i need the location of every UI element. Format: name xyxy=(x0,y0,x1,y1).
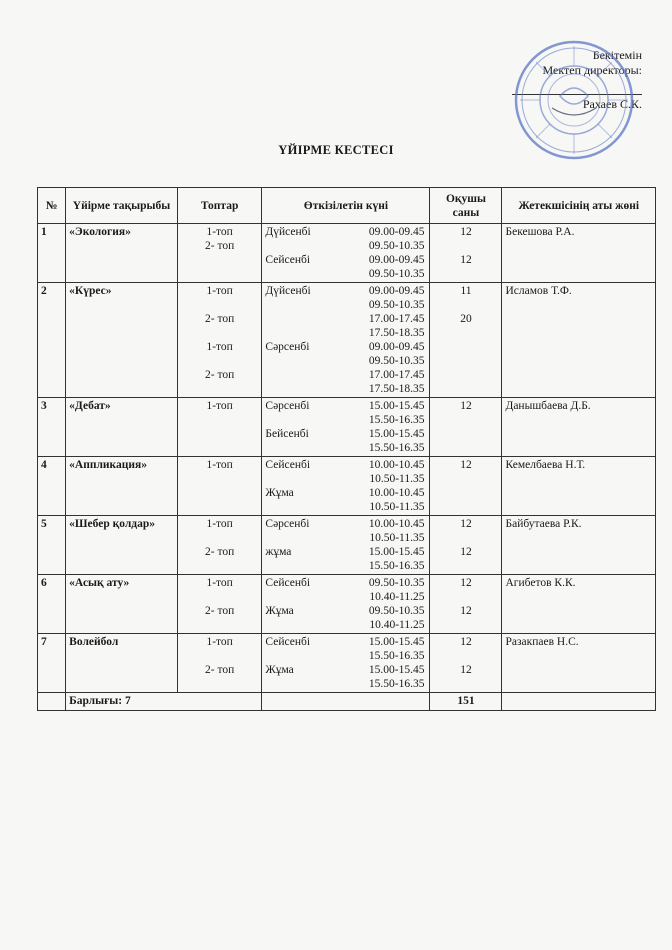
student-count xyxy=(433,590,498,604)
schedule-line xyxy=(265,663,426,677)
schedule-line xyxy=(265,267,426,281)
row-number: 6 xyxy=(38,575,66,634)
schedule-day: Сейсенбі xyxy=(265,254,311,266)
schedule-day: Сәрсенбі xyxy=(265,341,310,353)
schedule-hours: 15.00-15.45 xyxy=(368,400,425,412)
group-label xyxy=(181,253,259,267)
schedule-hours: 15.50-16.35 xyxy=(368,678,425,690)
group-label: 1-топ xyxy=(206,577,233,589)
group-label: 1-топ xyxy=(206,518,233,530)
student-count xyxy=(433,239,498,253)
schedule-day xyxy=(265,500,323,514)
row-groups xyxy=(177,457,262,516)
student-count xyxy=(433,368,498,382)
table-row xyxy=(38,398,656,457)
schedule-hours: 09.00-09.45 xyxy=(368,226,425,238)
student-count: 12 xyxy=(460,546,472,558)
row-groups xyxy=(177,634,262,693)
group-label xyxy=(181,677,259,691)
schedule-line xyxy=(265,559,426,573)
row-number: 2 xyxy=(38,283,66,398)
student-count xyxy=(433,472,498,486)
schedule-day xyxy=(265,239,323,253)
row-groups xyxy=(177,283,262,398)
header-topic: Үйірме тақырыбы xyxy=(66,188,178,224)
row-leader: Разакпаев Н.С. xyxy=(502,634,656,693)
row-topic: «Күрес» xyxy=(66,283,178,398)
row-number: 5 xyxy=(38,516,66,575)
row-student-count xyxy=(430,634,502,693)
schedule-hours: 10.00-10.45 xyxy=(368,487,425,499)
schedule-day: жұма xyxy=(265,546,292,558)
schedule-hours: 15.00-15.45 xyxy=(368,546,425,558)
row-groups xyxy=(177,516,262,575)
schedule-day xyxy=(265,267,323,281)
total-label: Барлығы: 7 xyxy=(66,693,262,711)
schedule-day xyxy=(265,472,323,486)
total-row xyxy=(38,693,656,711)
row-schedule xyxy=(262,224,430,283)
student-count: 20 xyxy=(460,313,472,325)
schedule-hours: 15.00-15.45 xyxy=(368,664,425,676)
schedule-line xyxy=(265,284,426,298)
schedule-line xyxy=(265,441,426,455)
schedule-hours: 09.00-09.45 xyxy=(368,254,425,266)
schedule-line xyxy=(265,298,426,312)
header-groups: Топтар xyxy=(177,188,262,224)
schedule-hours: 17.00-17.45 xyxy=(368,313,425,325)
student-count xyxy=(433,267,498,281)
student-count xyxy=(433,298,498,312)
schedule-day: Сейсенбі xyxy=(265,577,311,589)
row-topic: Волейбол xyxy=(66,634,178,693)
header-schedule: Өткізілетін күні xyxy=(262,188,430,224)
row-number: 4 xyxy=(38,457,66,516)
schedule-day xyxy=(265,531,323,545)
table-row xyxy=(38,516,656,575)
header-leader: Жетекшісінің аты жөні xyxy=(502,188,656,224)
schedule-hours: 17.50-18.35 xyxy=(368,383,425,395)
schedule-hours: 17.50-18.35 xyxy=(368,327,425,339)
table-row xyxy=(38,634,656,693)
group-label: 2- топ xyxy=(205,313,235,325)
schedule-day: Жұма xyxy=(265,664,294,676)
row-topic: «Экология» xyxy=(66,224,178,283)
schedule-table xyxy=(37,187,656,711)
schedule-line xyxy=(265,458,426,472)
schedule-day xyxy=(265,354,323,368)
group-label xyxy=(181,382,259,396)
student-count xyxy=(433,618,498,632)
student-count: 12 xyxy=(460,518,472,530)
group-label: 2- топ xyxy=(205,664,235,676)
schedule-line xyxy=(265,604,426,618)
student-count xyxy=(433,486,498,500)
schedule-hours: 09.00-09.45 xyxy=(368,341,425,353)
student-count: 11 xyxy=(460,285,472,297)
student-count xyxy=(433,427,498,441)
page-title: ҮЙІРМЕ КЕСТЕСІ xyxy=(278,143,394,157)
student-count: 12 xyxy=(460,577,472,589)
student-count xyxy=(433,413,498,427)
student-count xyxy=(433,649,498,663)
schedule-day: Сәрсенбі xyxy=(265,518,310,530)
schedule-day xyxy=(265,618,323,632)
schedule-hours: 17.00-17.45 xyxy=(368,369,425,381)
schedule-line xyxy=(265,635,426,649)
row-schedule xyxy=(262,283,430,398)
schedule-hours: 10.00-10.45 xyxy=(368,459,425,471)
student-count xyxy=(433,340,498,354)
row-number: 3 xyxy=(38,398,66,457)
schedule-day: Сәрсенбі xyxy=(265,400,310,412)
schedule-hours: 15.50-16.35 xyxy=(368,414,425,426)
group-label xyxy=(181,618,259,632)
schedule-line xyxy=(265,399,426,413)
group-label xyxy=(181,326,259,340)
row-groups xyxy=(177,398,262,457)
schedule-day xyxy=(265,677,323,691)
group-label: 1-топ xyxy=(206,285,233,297)
row-groups xyxy=(177,575,262,634)
group-label xyxy=(181,590,259,604)
schedule-line xyxy=(265,618,426,632)
student-count xyxy=(433,441,498,455)
header-student-count: Оқушы саны xyxy=(430,188,502,224)
student-count xyxy=(433,326,498,340)
group-label xyxy=(181,298,259,312)
schedule-line xyxy=(265,649,426,663)
schedule-line xyxy=(265,239,426,253)
student-count xyxy=(433,677,498,691)
schedule-day: Сейсенбі xyxy=(265,636,311,648)
group-label xyxy=(181,267,259,281)
group-label xyxy=(181,559,259,573)
row-leader: Агибетов К.К. xyxy=(502,575,656,634)
schedule-hours: 15.50-16.35 xyxy=(368,442,425,454)
schedule-line xyxy=(265,472,426,486)
group-label xyxy=(181,413,259,427)
schedule-day xyxy=(265,590,323,604)
schedule-line xyxy=(265,382,426,396)
approval-label: Бекітемін xyxy=(592,48,642,62)
row-student-count xyxy=(430,283,502,398)
row-topic: «Асық ату» xyxy=(66,575,178,634)
total-count: 151 xyxy=(430,693,502,711)
row-schedule xyxy=(262,398,430,457)
schedule-hours: 10.40-11.25 xyxy=(369,591,425,603)
row-student-count xyxy=(430,457,502,516)
table-row xyxy=(38,575,656,634)
row-groups xyxy=(177,224,262,283)
schedule-day xyxy=(265,368,323,382)
schedule-day xyxy=(265,441,323,455)
schedule-line xyxy=(265,531,426,545)
group-label: 1-топ xyxy=(206,226,233,238)
schedule-hours: 15.50-16.35 xyxy=(368,650,425,662)
schedule-day: Сейсенбі xyxy=(265,459,311,471)
approval-position: Мектеп директоры: xyxy=(542,63,642,77)
schedule-day: Дүйсенбі xyxy=(265,226,311,238)
schedule-day: Жұма xyxy=(265,605,294,617)
schedule-line xyxy=(265,500,426,514)
student-count xyxy=(433,500,498,514)
schedule-hours: 09.50-10.35 xyxy=(368,605,425,617)
schedule-day: Дүйсенбі xyxy=(265,285,311,297)
row-topic: «Шебер қолдар» xyxy=(66,516,178,575)
group-label: 2- топ xyxy=(205,240,235,252)
schedule-hours: 15.00-15.45 xyxy=(368,636,425,648)
schedule-line xyxy=(265,576,426,590)
schedule-line xyxy=(265,486,426,500)
schedule-day xyxy=(265,649,323,663)
row-student-count xyxy=(430,516,502,575)
row-schedule xyxy=(262,575,430,634)
student-count xyxy=(433,531,498,545)
schedule-day xyxy=(265,413,323,427)
schedule-line xyxy=(265,368,426,382)
row-schedule xyxy=(262,457,430,516)
schedule-hours: 09.50-10.35 xyxy=(368,577,425,589)
approval-signer: Рахаев С.К. xyxy=(582,97,642,111)
schedule-day xyxy=(265,382,323,396)
group-label xyxy=(181,427,259,441)
schedule-day xyxy=(265,312,323,326)
row-leader: Бекешова Р.А. xyxy=(502,224,656,283)
schedule-day xyxy=(265,298,323,312)
row-student-count xyxy=(430,398,502,457)
group-label xyxy=(181,500,259,514)
schedule-hours: 10.50-11.35 xyxy=(369,473,425,485)
schedule-day xyxy=(265,326,323,340)
row-number: 7 xyxy=(38,634,66,693)
schedule-line xyxy=(265,326,426,340)
schedule-hours: 09.50-10.35 xyxy=(368,355,425,367)
student-count: 12 xyxy=(460,459,472,471)
group-label xyxy=(181,531,259,545)
schedule-day: Бейсенбі xyxy=(265,428,309,440)
group-label xyxy=(181,441,259,455)
group-label: 1-топ xyxy=(206,341,233,353)
header-number: № xyxy=(38,188,66,224)
schedule-line xyxy=(265,354,426,368)
schedule-line xyxy=(265,677,426,691)
schedule-line xyxy=(265,225,426,239)
group-label: 1-топ xyxy=(206,459,233,471)
row-schedule xyxy=(262,516,430,575)
group-label: 1-топ xyxy=(206,636,233,648)
student-count xyxy=(433,382,498,396)
row-topic: «Аппликация» xyxy=(66,457,178,516)
row-leader: Байбутаева Р.К. xyxy=(502,516,656,575)
row-leader: Исламов Т.Ф. xyxy=(502,283,656,398)
table-row xyxy=(38,224,656,283)
row-leader: Кемелбаева Н.Т. xyxy=(502,457,656,516)
schedule-line xyxy=(265,253,426,267)
schedule-line xyxy=(265,413,426,427)
group-label xyxy=(181,354,259,368)
schedule-hours: 10.50-11.35 xyxy=(369,532,425,544)
table-row xyxy=(38,283,656,398)
schedule-hours: 09.00-09.45 xyxy=(368,285,425,297)
student-count: 12 xyxy=(460,664,472,676)
schedule-hours: 15.50-16.35 xyxy=(368,560,425,572)
group-label: 2- топ xyxy=(205,546,235,558)
schedule-line xyxy=(265,545,426,559)
schedule-line xyxy=(265,312,426,326)
group-label: 2- топ xyxy=(205,369,235,381)
group-label: 2- топ xyxy=(205,605,235,617)
row-student-count xyxy=(430,575,502,634)
schedule-line xyxy=(265,517,426,531)
schedule-hours: 09.50-10.35 xyxy=(368,268,425,280)
group-label xyxy=(181,472,259,486)
schedule-line xyxy=(265,590,426,604)
row-student-count xyxy=(430,224,502,283)
group-label xyxy=(181,486,259,500)
schedule-hours: 09.50-10.35 xyxy=(368,240,425,252)
schedule-hours: 09.50-10.35 xyxy=(368,299,425,311)
schedule-day: Жұма xyxy=(265,487,294,499)
schedule-line xyxy=(265,427,426,441)
student-count: 12 xyxy=(460,254,472,266)
row-topic: «Дебат» xyxy=(66,398,178,457)
student-count: 12 xyxy=(460,400,472,412)
row-schedule xyxy=(262,634,430,693)
row-number: 1 xyxy=(38,224,66,283)
row-leader: Данышбаева Д.Б. xyxy=(502,398,656,457)
student-count xyxy=(433,559,498,573)
schedule-hours: 10.00-10.45 xyxy=(368,518,425,530)
group-label xyxy=(181,649,259,663)
schedule-hours: 10.40-11.25 xyxy=(369,619,425,631)
student-count: 12 xyxy=(460,605,472,617)
schedule-line xyxy=(265,340,426,354)
student-count xyxy=(433,354,498,368)
schedule-day xyxy=(265,559,323,573)
schedule-hours: 10.50-11.35 xyxy=(369,501,425,513)
table-header-row xyxy=(38,188,656,224)
student-count: 12 xyxy=(460,226,472,238)
schedule-hours: 15.00-15.45 xyxy=(368,428,425,440)
table-row xyxy=(38,457,656,516)
group-label: 1-топ xyxy=(206,400,233,412)
student-count: 12 xyxy=(460,636,472,648)
